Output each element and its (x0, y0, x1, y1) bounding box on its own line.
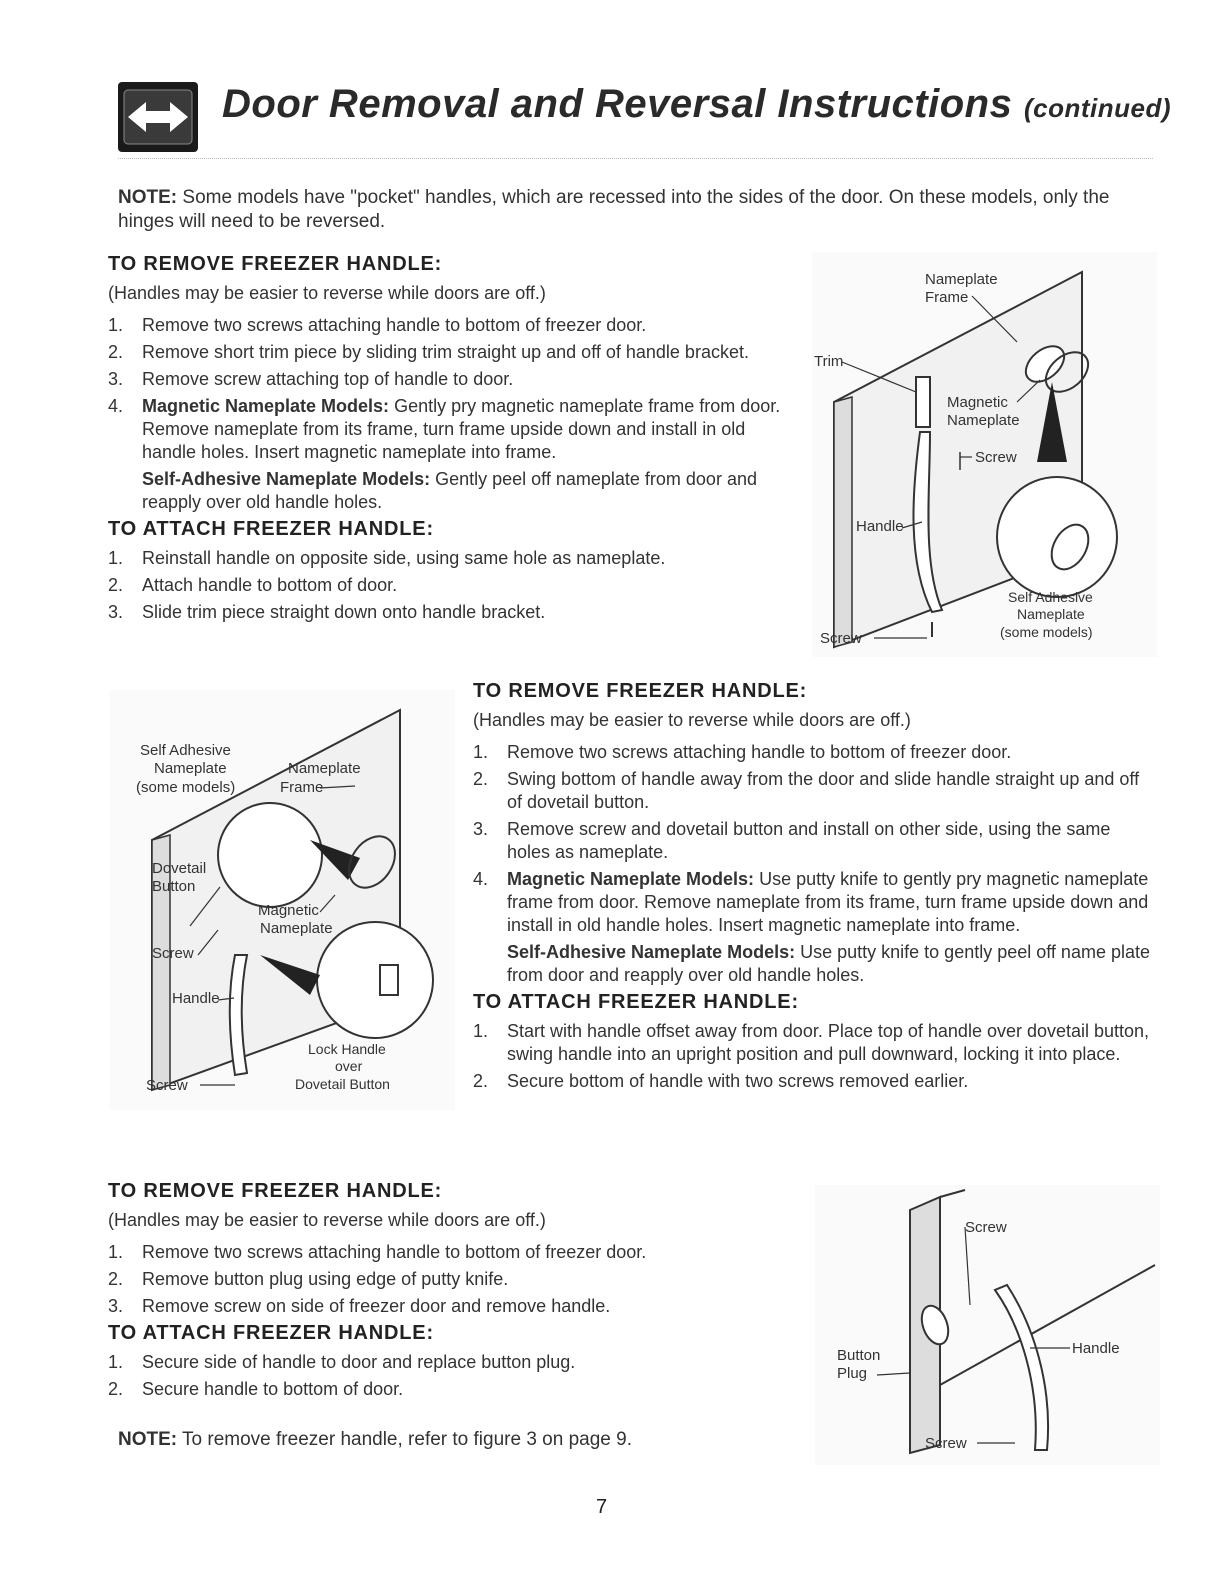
section-2-remove-intro: (Handles may be easier to reverse while doors are off.) (473, 710, 911, 730)
svg-text:Screw: Screw (152, 945, 194, 962)
list-item: 4. Magnetic Nameplate Models: Gently pry magnetic nameplate frame from door. Remove nameplate from its frame, turn frame upside down and install in old handle holes. Insert magnetic nameplate into frame. (108, 396, 781, 462)
figure-2-illustration (110, 690, 455, 1110)
list-item: 1. Remove two screws attaching handle to bottom of freezer door. (473, 742, 1012, 762)
svg-text:Screw: Screw (820, 630, 862, 647)
list-item: 2. Attach handle to bottom of door. (108, 575, 398, 595)
header-divider (118, 158, 1153, 161)
svg-text:Screw: Screw (925, 1435, 967, 1452)
list-item: 3. Slide trim piece straight down onto handle bracket. (108, 602, 546, 622)
section-2-remove-steps (473, 741, 1153, 937)
svg-text:Magnetic: Magnetic (947, 394, 1008, 411)
svg-text:Nameplate: Nameplate (947, 412, 1020, 429)
svg-text:Handle: Handle (1072, 1340, 1120, 1357)
svg-text:Magnetic: Magnetic (258, 902, 319, 919)
section-2-attach-steps (473, 1020, 1153, 1093)
svg-text:Dovetail: Dovetail (152, 860, 207, 877)
svg-text:Screw: Screw (146, 1077, 188, 1094)
section-3-remove-steps (108, 1241, 798, 1318)
door-reversal-icon (118, 82, 198, 152)
svg-text:Handle: Handle (856, 518, 904, 535)
svg-text:Screw: Screw (975, 449, 1017, 466)
svg-text:Nameplate: Nameplate (925, 271, 998, 288)
svg-text:Handle: Handle (172, 990, 220, 1007)
section-1-remove-intro: (Handles may be easier to reverse while doors are off.) (108, 283, 546, 303)
page-title: Door Removal and Reversal Instructions (continued) (222, 82, 1171, 126)
svg-text:Frame: Frame (925, 289, 969, 306)
section-3-text (108, 1180, 798, 1405)
section-3-attach-heading: TO ATTACH FREEZER HANDLE: (108, 1322, 434, 1344)
section-2-remove-heading: TO REMOVE FREEZER HANDLE: (473, 680, 808, 702)
svg-text:Nameplate: Nameplate (288, 760, 361, 777)
list-item: 1. Reinstall handle on opposite side, using same hole as nameplate. (108, 548, 666, 568)
svg-text:Trim: Trim (814, 353, 844, 370)
list-item: 2. Remove button plug using edge of putty knife. (108, 1269, 509, 1289)
svg-text:Dovetail Button: Dovetail Button (295, 1076, 390, 1092)
svg-text:Plug: Plug (837, 1365, 868, 1382)
bottom-note: NOTE: To remove freezer handle, refer to figure 3 on page 9. (118, 1429, 632, 1450)
list-item: 1. Remove two screws attaching handle to bottom of freezer door. (108, 1242, 647, 1262)
svg-text:(some models): (some models) (1000, 624, 1093, 640)
section-1-remove-steps (108, 314, 788, 464)
section-3-remove-intro: (Handles may be easier to reverse while doors are off.) (108, 1210, 546, 1230)
section-1-attach-steps (108, 547, 788, 624)
section-2-text (473, 680, 1153, 1097)
list-item: 1. Remove two screws attaching handle to bottom of freezer door. (108, 315, 647, 335)
svg-text:Frame: Frame (280, 779, 324, 796)
list-item: 3. Remove screw and dovetail button and install on other side, using the same holes as nameplate. (473, 819, 1111, 862)
list-item: 3. Remove screw on side of freezer door and remove handle. (108, 1296, 611, 1316)
list-item: 2. Secure bottom of handle with two screws removed earlier. (473, 1071, 969, 1091)
figure-3-illustration (815, 1185, 1160, 1465)
svg-text:Self Adhesive: Self Adhesive (140, 742, 231, 759)
section-2-attach-heading: TO ATTACH FREEZER HANDLE: (473, 991, 799, 1013)
list-item: 2. Swing bottom of handle away from the door and slide handle straight up and off of dovetail button. (473, 769, 1140, 812)
section-3-attach-steps (108, 1351, 798, 1401)
list-item: 1. Secure side of handle to door and replace button plug. (108, 1352, 576, 1372)
figure-1-illustration (812, 252, 1157, 657)
svg-text:Button: Button (152, 878, 196, 895)
section-3-remove-heading: TO REMOVE FREEZER HANDLE: (108, 1180, 443, 1202)
list-item: 2. Secure handle to bottom of door. (108, 1379, 404, 1399)
list-item: 2. Remove short trim piece by sliding trim straight up and off of handle bracket. (108, 342, 749, 362)
section-1-remove-heading: TO REMOVE FREEZER HANDLE: (108, 253, 443, 275)
svg-text:Screw: Screw (965, 1219, 1007, 1236)
svg-text:Button: Button (837, 1347, 881, 1364)
list-item: 4. Magnetic Nameplate Models: Use putty knife to gently pry magnetic nameplate frame from door. Remove nameplate from its frame, turn frame upside down and install in old handle holes. Insert magnetic nameplate into frame. (473, 869, 1149, 935)
svg-text:Nameplate: Nameplate (260, 920, 333, 937)
list-item: 1. Start with handle offset away from door. Place top of handle over dovetail button, swing handle into an upright position and pull downward, locking it into place. (473, 1021, 1150, 1064)
svg-text:(some models): (some models) (136, 779, 236, 796)
svg-text:Nameplate: Nameplate (1017, 606, 1085, 622)
svg-text:Lock Handle: Lock Handle (308, 1041, 386, 1057)
list-item: 3. Remove screw attaching top of handle to door. (108, 369, 514, 389)
section-1-attach-heading: TO ATTACH FREEZER HANDLE: (108, 518, 434, 540)
section-1-text (108, 253, 788, 628)
section-1-adhesive-note: Self-Adhesive Nameplate Models: Gently peel off nameplate from door and reapply over old handle holes. (142, 469, 757, 512)
page-number: 7 (596, 1496, 608, 1518)
section-2-adhesive-note: Self-Adhesive Nameplate Models: Use putty knife to gently peel off name plate from door and reapply over old handle holes. (507, 942, 1150, 985)
top-note: NOTE: Some models have "pocket" handles, which are recessed into the sides of the door. On these models, only the hinges will need to be reversed. (118, 187, 1110, 232)
svg-text:Nameplate: Nameplate (154, 760, 227, 777)
svg-text:Self Adhesive: Self Adhesive (1008, 589, 1093, 605)
svg-text:over: over (335, 1058, 363, 1074)
